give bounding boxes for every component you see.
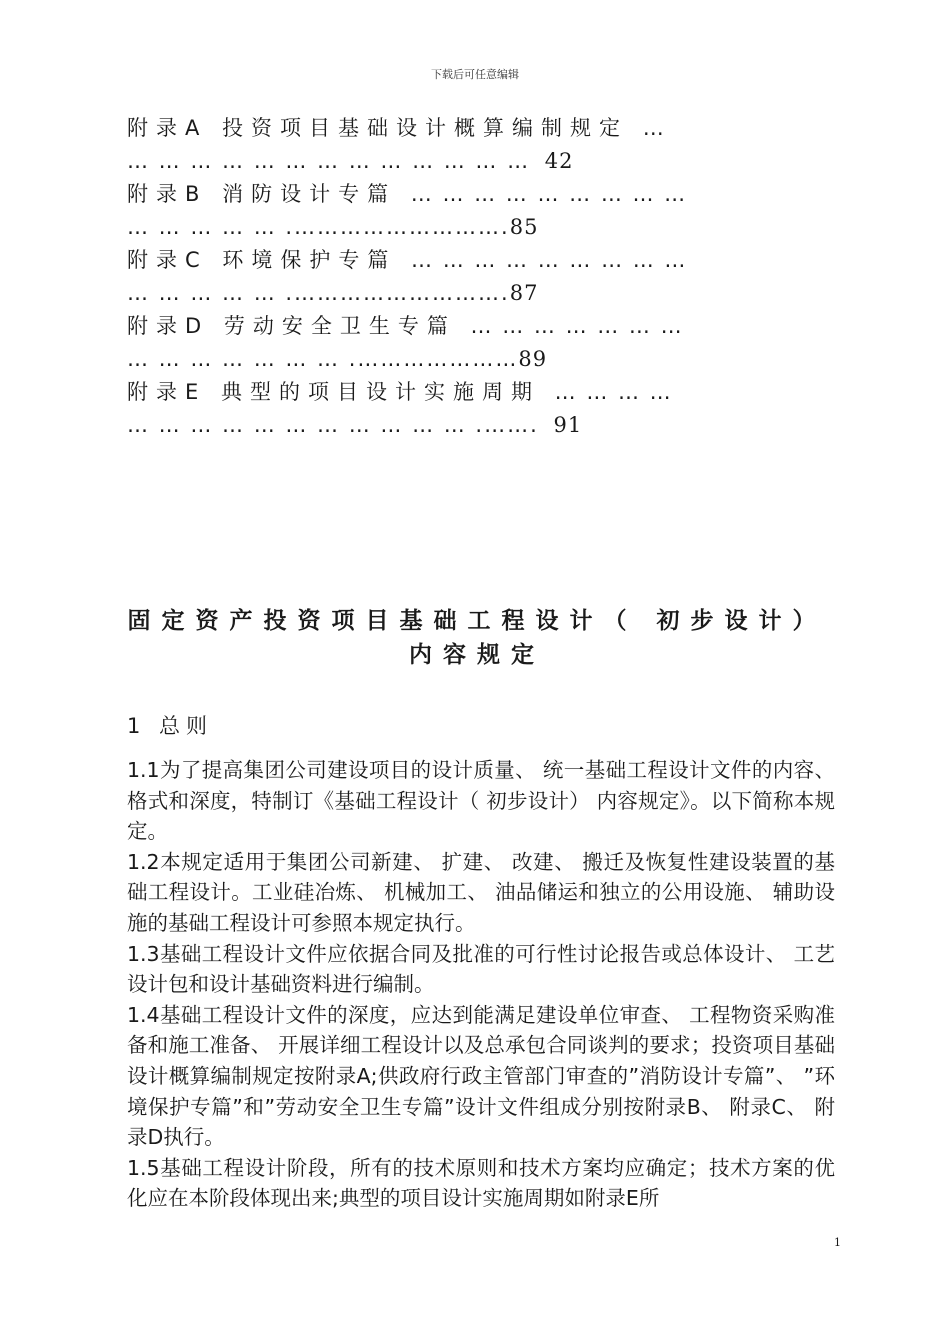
toc-entry-a-line2[interactable] — [127, 145, 827, 178]
paragraph-1-4: 1.4基础工程设计文件的深度，应达到能满足建设单位审查、 工程物资采购准备和施工准备、 开展详细工程设计以及总承包合同谈判的要求；投资项目基础设计概算编制规定按附录A;供政府行政主管部门审查的”消防设计专篇”、 ”环境保护专篇”和”劳动安全卫生专篇”设计文件组成分别按附录B、 附录C、 附录D执行。 — [127, 1002, 835, 1150]
toc-page-number: 91 — [553, 413, 583, 437]
toc-leader: … … … … … … … .………………… — [127, 347, 519, 371]
toc-page-number: 42 — [544, 149, 574, 173]
section-heading: 1 总则 — [127, 714, 214, 738]
paragraph-1-2: 1.2本规定适用于集团公司新建、 扩建、 改建、 搬迁及恢复性建设装置的基础工程设计。工业硅冶炼、 机械加工、 油品储运和独立的公用设施、 辅助设施的基础工程设计可参照本规定执行。 — [127, 849, 835, 935]
body-text — [127, 755, 835, 1214]
toc-entry-b-line2[interactable] — [127, 211, 827, 244]
toc-entry-label: 附录A 投资项目基础设计概算编制规定 — [127, 116, 629, 140]
toc-entry-a-line1[interactable] — [127, 112, 827, 145]
paragraph-1-3: 1.3基础工程设计文件应依据合同及批准的可行性讨论报告或总体设计、 工艺设计包和设计基础资料进行编制。 — [127, 941, 835, 997]
toc-leader: … — [642, 116, 666, 140]
toc-leader: … … … … … .………………………. — [127, 281, 510, 305]
toc-leader: … … … … … … … … … … … … … — [127, 149, 531, 173]
toc-leader: … … … … … … … — [470, 314, 684, 338]
toc-entry-d-line2[interactable] — [127, 343, 827, 376]
toc-entry-label: 附录C 环境保护专篇 — [127, 248, 397, 272]
toc-leader: … … … … … … … … … — [411, 248, 688, 272]
toc-entry-e-line2[interactable] — [127, 409, 827, 442]
toc-entry-c-line1[interactable] — [127, 244, 827, 277]
toc-entry-label: 附录D 劳动安全卫生专篇 — [127, 314, 456, 338]
page-header: 下载后可任意编辑 — [431, 68, 519, 81]
toc-page-number: 85 — [509, 215, 539, 239]
toc-entry-b-line1[interactable] — [127, 178, 827, 211]
toc-leader: … … … … … … … … … … … .……. — [127, 413, 539, 437]
toc-entry-label: 附录E 典型的项目设计实施周期 — [127, 380, 540, 404]
toc-entry-d-line1[interactable] — [127, 310, 827, 343]
paragraph-1-1: 1.1为了提高集团公司建设项目的设计质量、 统一基础工程设计文件的内容、 格式和深度，特制订《基础工程设计（ 初步设计） 内容规定》。以下简称本规定。 — [127, 758, 835, 844]
table-of-contents — [127, 112, 827, 442]
toc-page-number: 89 — [518, 347, 548, 371]
paragraph-1-5: 1.5基础工程设计阶段，所有的技术原则和技术方案均应确定；技术方案的优化应在本阶段体现出来;典型的项目设计实施周期如附录E所 — [127, 1155, 835, 1211]
toc-entry-c-line2[interactable] — [127, 277, 827, 310]
toc-leader: … … … … — [554, 380, 673, 404]
toc-leader: … … … … … … … … … — [410, 182, 688, 206]
page-number: 1 — [834, 1236, 841, 1249]
toc-page-number: 87 — [509, 281, 539, 305]
toc-entry-label: 附录B 消防设计专篇 — [127, 182, 397, 206]
toc-leader: … … … … … .………………………. — [127, 215, 510, 239]
document-title: 固定资产投资项目基础工程设计（ 初步设计） 内容规定 — [127, 608, 827, 668]
toc-entry-e-line1[interactable] — [127, 376, 827, 409]
